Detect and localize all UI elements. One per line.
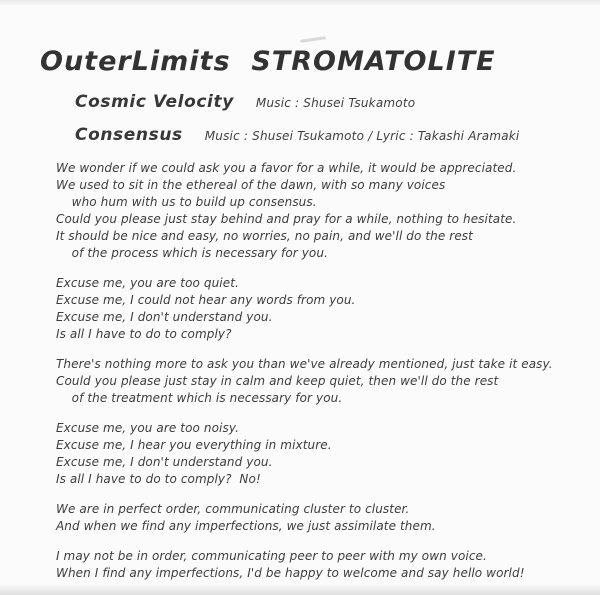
lyrics-line: of the treatment which is necessary for you. <box>56 391 343 405</box>
track-name: Cosmic Velocity <box>75 92 234 112</box>
track-credit: Music : Shusei Tsukamoto <box>255 96 416 110</box>
lyrics-line: Could you please just stay behind and pray for a while, nothing to hesitate. <box>56 212 517 226</box>
track-credit: Music : Shusei Tsukamoto / Lyric : Takashi Aramaki <box>204 129 520 143</box>
lyrics-line: And when we find any imperfections, we just assimilate them. <box>56 519 436 533</box>
lyrics-line: Could you please just stay in calm and keep quiet, then we'll do the rest <box>56 374 499 388</box>
lyrics-line: Is all I have to do to comply? <box>56 327 232 341</box>
lyrics-line: Excuse me, I could not hear any words from you. <box>56 293 356 307</box>
lyrics-line: Excuse me, I hear you everything in mixture. <box>56 438 332 452</box>
lyrics-line: Excuse me, you are too noisy. <box>56 421 240 435</box>
scan-edge-top <box>0 0 600 6</box>
lyrics-line: We are in perfect order, communicating cluster to cluster. <box>56 502 410 516</box>
track-item <box>75 125 519 145</box>
lyrics-line: who hum with us to build up consensus. <box>56 195 317 209</box>
lyrics-paragraph <box>56 160 592 262</box>
lyrics-line: It should be nice and easy, no worries, no pain, and we'll do the rest <box>56 229 473 243</box>
lyrics-line: There's nothing more to ask you than we've already mentioned, just take it easy. <box>56 357 553 371</box>
lyrics-line: Excuse me, I don't understand you. <box>56 455 273 469</box>
lyrics-paragraph <box>56 548 592 582</box>
lyrics-line: Excuse me, you are too quiet. <box>56 276 239 290</box>
scan-artifact <box>300 36 326 43</box>
lyrics-section <box>56 160 592 595</box>
track-name: Consensus <box>75 125 183 145</box>
lyrics-paragraph <box>56 501 592 535</box>
album-title: OuterLimits STROMATOLITE <box>40 46 496 77</box>
lyrics-paragraph <box>56 356 592 407</box>
lyrics-line: Is all I have to do to comply? No! <box>56 472 261 486</box>
lyrics-line: Excuse me, I don't understand you. <box>56 310 273 324</box>
lyrics-line: When I find any imperfections, I'd be happy to welcome and say hello world! <box>56 566 525 580</box>
lyrics-paragraph <box>56 420 592 488</box>
lyrics-line: of the process which is necessary for you. <box>56 246 328 260</box>
lyrics-paragraph <box>56 275 592 343</box>
track-list <box>75 92 519 158</box>
lyrics-line: We wonder if we could ask you a favor for a while, it would be appreciated. <box>56 161 517 175</box>
lyrics-line: I may not be in order, communicating peer to peer with my own voice. <box>56 549 487 563</box>
track-item <box>75 92 519 112</box>
lyrics-line: We used to sit in the ethereal of the dawn, with so many voices <box>56 178 446 192</box>
scan-edge-bottom <box>0 584 600 595</box>
